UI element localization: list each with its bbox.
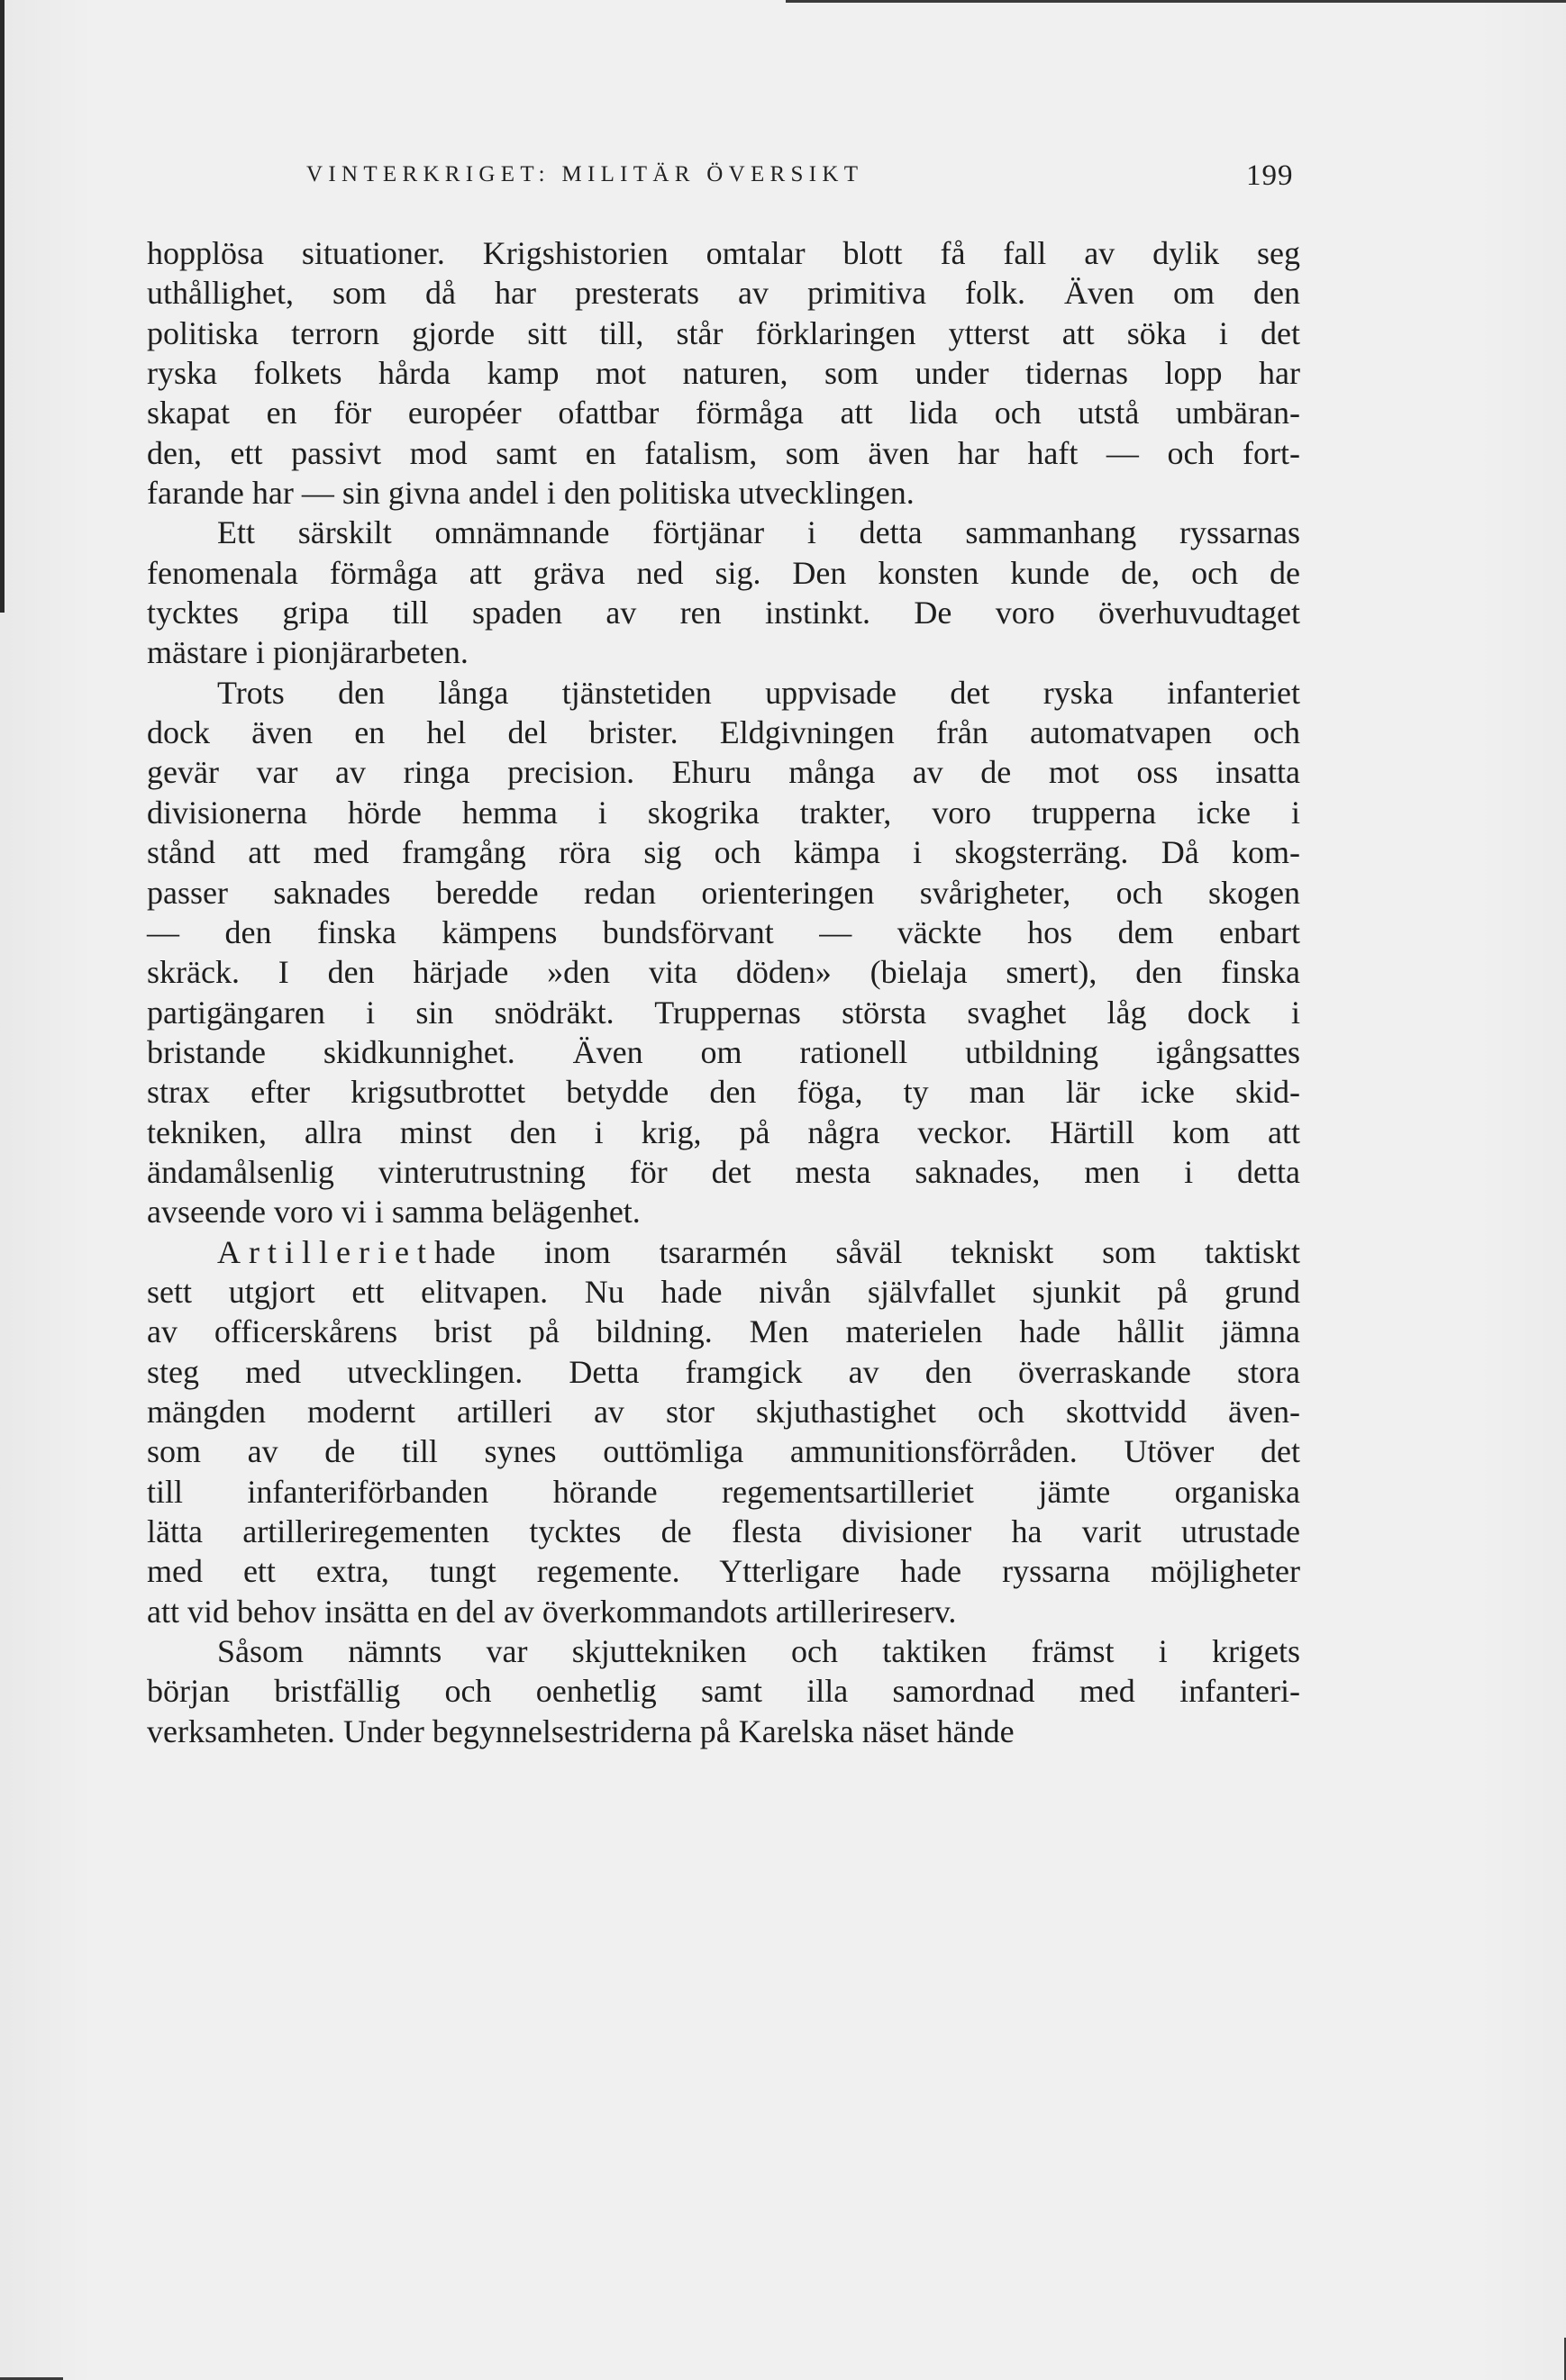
text-line: fenomenala förmåga att gräva ned sig. Den konsten kunde de, och de [147, 554, 1300, 591]
text-line: verksamheten. Under begynnelsestriderna på Karelska näset hände [147, 1712, 1015, 1749]
text-line: mängden modernt artilleri av stor skjuthastighet och skottvidd även- [147, 1393, 1300, 1430]
text-line: att vid behov insätta en del av överkommandots artillerireserv. [147, 1593, 957, 1630]
text-line: mästare i pionjärarbeten. [147, 634, 469, 671]
text-line: Trots den långa tjänstetiden uppvisade det ryska infanteriet [217, 674, 1300, 711]
text-line: tycktes gripa till spaden av ren instinkt. De voro överhuvudtaget [147, 595, 1300, 631]
text-line: som av de till synes outtömliga ammunitionsförråden. Utöver det [147, 1433, 1300, 1470]
running-title: VINTERKRIGET: MILITÄR ÖVERSIKT [306, 162, 864, 186]
text-line: början bristfällig och oenhetlig samt illa samordnad med infanteri- [147, 1673, 1300, 1710]
text-line: bristande skidkunnighet. Även om rationell utbildning igångsattes [147, 1033, 1300, 1070]
text-line [147, 1232, 1300, 1272]
text-line: farande har — sin givna andel i den politiska utvecklingen. [147, 475, 915, 512]
text-line: avseende voro vi i samma belägenhet. [147, 1194, 641, 1231]
text-line: sett utgjort ett elitvapen. Nu hade nivån självfallet sjunkit på grund [147, 1273, 1300, 1310]
text-line: gevär var av ringa precision. Ehuru många av de mot oss insatta [147, 754, 1300, 791]
text-line: Såsom nämnts var skjuttekniken och taktiken främst i krigets [217, 1633, 1300, 1670]
text-line: partigängaren i sin snödräkt. Truppernas största svaghet låg dock i [147, 994, 1300, 1031]
body-text [147, 233, 1300, 1751]
text-line: stånd att med framgång röra sig och kämpa i skogsterräng. Då kom- [147, 834, 1300, 871]
text-line: av officerskårens brist på bildning. Men materielen hade hållit jämna [147, 1313, 1300, 1350]
scan-edge-left [0, 0, 5, 613]
text-line: — den finska kämpens bundsförvant — väckte hos dem enbart [147, 913, 1300, 950]
running-head [0, 160, 1566, 196]
text-line: med ett extra, tungt regemente. Ytterligare hade ryssarna möjligheter [147, 1553, 1300, 1590]
spaced-emphasis: Artilleriet [217, 1233, 434, 1270]
paragraph [147, 673, 1300, 1232]
text-line: passer saknades beredde redan orienteringen svårigheter, och skogen [147, 874, 1300, 911]
text-line: ryska folkets hårda kamp mot naturen, som under tidernas lopp har [147, 355, 1300, 392]
text-line-rest: hade inom tsararmén såväl tekniskt som taktiskt [433, 1233, 1300, 1270]
paragraph [147, 233, 1300, 513]
text-line: tekniken, allra minst den i krig, på några veckor. Härtill kom att [147, 1113, 1300, 1150]
text-line: divisionerna hörde hemma i skogrika trakter, voro trupperna icke i [147, 794, 1300, 831]
text-line: politiska terrorn gjorde sitt till, står förklaringen ytterst att söka i det [147, 314, 1300, 351]
text-line: Ett särskilt omnämnande förtjänar i detta sammanhang ryssarnas [217, 514, 1300, 551]
text-line: hopplösa situationer. Krigshistorien omtalar blott få fall av dylik seg [147, 235, 1300, 271]
text-line: den, ett passivt mod samt en fatalism, som även har haft — och fort- [147, 434, 1300, 471]
paragraph [147, 1232, 1300, 1631]
text-line: dock även en hel del brister. Eldgivningen från automatvapen och [147, 714, 1300, 751]
text-line: lätta artilleriregementen tycktes de flesta divisioner ha varit utrustade [147, 1513, 1300, 1549]
text-line: till infanteriförbanden hörande regementsartilleriet jämte organiska [147, 1473, 1300, 1510]
text-line: ändamålsenlig vinterutrustning för det mesta saknades, men i detta [147, 1153, 1300, 1190]
text-line: steg med utvecklingen. Detta framgick av den överraskande stora [147, 1353, 1300, 1390]
scan-edge-top [786, 0, 1566, 3]
paragraph [147, 513, 1300, 672]
text-line: uthållighet, som då har presterats av primitiva folk. Även om den [147, 275, 1300, 312]
page-number: 199 [1246, 159, 1294, 192]
text-line: skräck. I den härjade »den vita döden» (bielaja smert), den finska [147, 954, 1300, 991]
paragraph [147, 1631, 1300, 1751]
text-line: strax efter krigsutbrottet betydde den föga, ty man lär icke skid- [147, 1074, 1300, 1111]
text-line: skapat en för européer ofattbar förmåga att lida och utstå umbäran- [147, 395, 1300, 431]
